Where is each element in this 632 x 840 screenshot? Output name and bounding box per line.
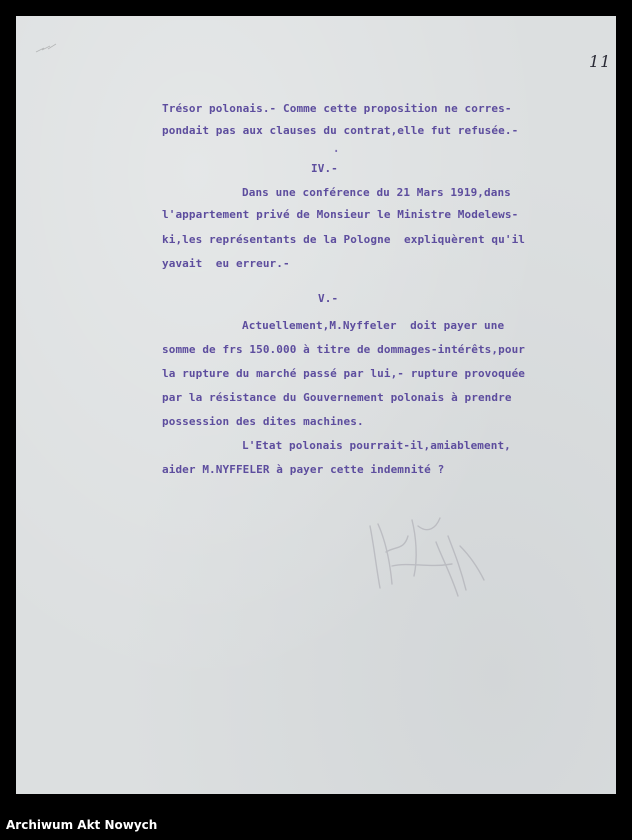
text-line-7: Actuellement,M.Nyffeler doit payer une [242,319,505,332]
text-line-1: Trésor polonais.- Comme cette proposition ne corres- [162,102,512,115]
text-line-8: somme de frs 150.000 à titre de dommages-intérêts,pour [162,343,526,356]
page-number: 11 [589,52,612,71]
mark-dot: · [332,144,341,160]
text-line-13: aider M.NYFFELER à payer cette indemnité ? [162,463,445,476]
section-heading-v: V.- [318,292,339,305]
text-line-4: l'appartement privé de Monsieur le Ministre Modelews- [162,208,519,221]
archive-label: Archiwum Akt Nowych [6,818,158,832]
text-line-2: pondait pas aux clauses du contrat,elle fut refusée.- [162,124,519,137]
text-line-10: par la résistance du Gouvernement polonais à prendre [162,391,512,404]
section-heading-iv: IV.- [311,162,338,175]
corner-pencil-mark [34,40,74,56]
text-line-11: possession des dites machines. [162,415,364,428]
text-line-9: la rupture du marché passé par lui,- rupture provoquée [162,367,526,380]
document-page [16,16,616,794]
text-line-6: yavait eu erreur.- [162,257,290,270]
text-line-3: Dans une conférence du 21 Mars 1919,dans [242,186,511,199]
text-line-5: ki,les représentants de la Pologne expliquèrent qu'il [162,233,526,246]
faint-signature [356,506,496,606]
text-line-12: L'Etat polonais pourrait-il,amiablement, [242,439,511,452]
